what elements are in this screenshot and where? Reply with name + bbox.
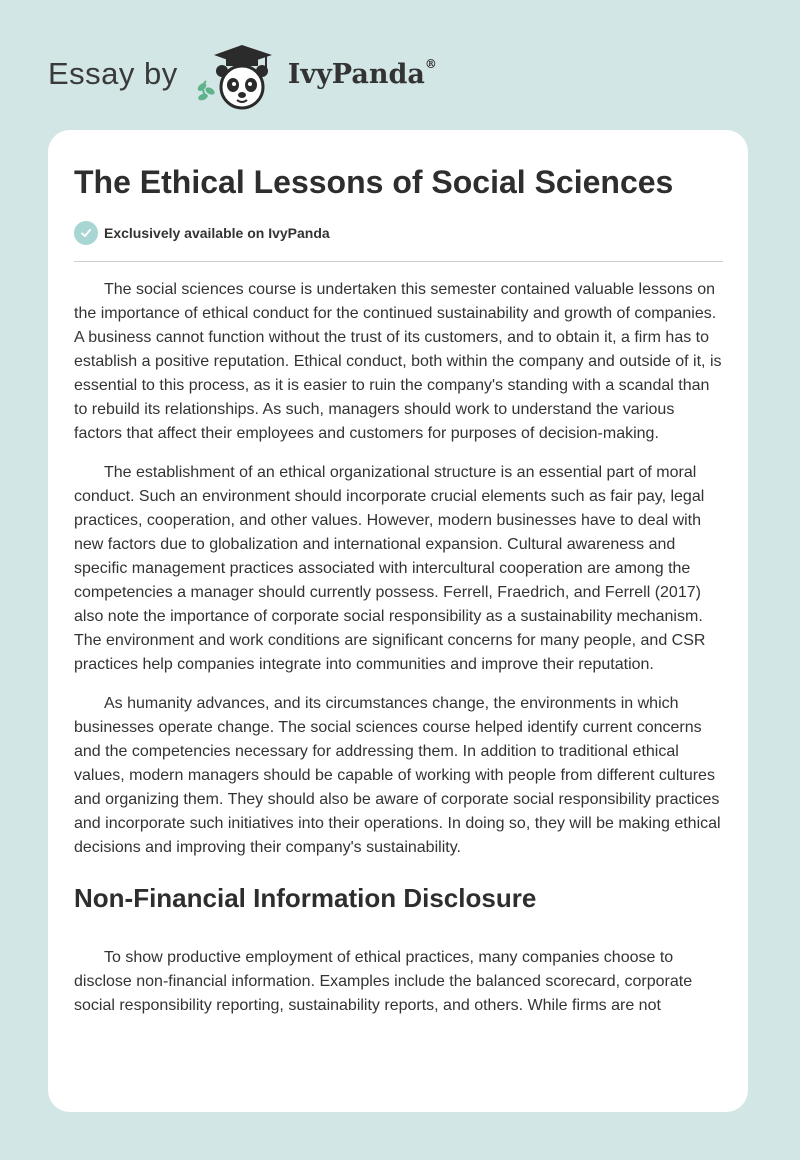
- section-heading: Non-Financial Information Disclosure: [74, 883, 537, 913]
- badge-text: Exclusively available on IvyPanda: [104, 225, 330, 241]
- brand-prefix: Essay by: [48, 56, 178, 91]
- essay-body: [74, 278, 726, 1033]
- essay-card: [48, 130, 748, 1112]
- panda-logo-icon[interactable]: [192, 35, 284, 113]
- paragraph: To show productive employment of ethical practices, many companies choose to disclose non-financial information. Examples include the balanced scorecard, corporate social responsibility reporting, sustainability reports, and others. While firms are not: [74, 949, 693, 1014]
- exclusive-badge: [74, 221, 330, 245]
- site-header: [48, 34, 437, 114]
- paragraph: As humanity advances, and its circumstances change, the environments in which businesses operate change. The social sciences course helped identify current concerns and the competencies necessary for addressing them. In addition to traditional ethical values, modern managers should be capable of working with people from different cultures and organizing them. They should also be aware of corporate social responsibility practices and incorporate such initiatives into their operations. In doing so, they will be making ethical decisions and improving their company's sustainability.: [74, 695, 721, 856]
- divider: [74, 261, 723, 262]
- brand-name[interactable]: IvyPanda®: [287, 56, 437, 90]
- paragraph: The establishment of an ethical organizational structure is an essential part of moral conduct. Such an environment should incorporate crucial elements such as fair pay, legal practices, cooperation, and other values. However, modern businesses have to deal with new factors due to globalization and international expansion. Cultural awareness and specific management practices associated with intercultural cooperation are among the competencies a manager should currently possess. Ferrell, Fraedrich, and Ferrell (2017) also note the importance of corporate social responsibility as a sustainability mechanism. The environment and work conditions are significant concerns for many people, and CSR practices help companies integrate into communities and improve their reputation.: [74, 464, 706, 673]
- paragraph: The social sciences course is undertaken this semester contained valuable lessons on the importance of ethical conduct for the continued sustainability and growth of companies. A business cannot function without the trust of its customers, and to obtain it, a firm has to establish a positive reputation. Ethical conduct, both within the company and outside of it, is essential to this process, as it is easier to ruin the company's standing with a scandal than to rebuild its relationships. As such, managers should work to understand the various factors that affect their employees and customers for purposes of decision-making.: [74, 281, 722, 442]
- page-title: The Ethical Lessons of Social Sciences: [74, 164, 674, 200]
- check-icon: [74, 221, 98, 245]
